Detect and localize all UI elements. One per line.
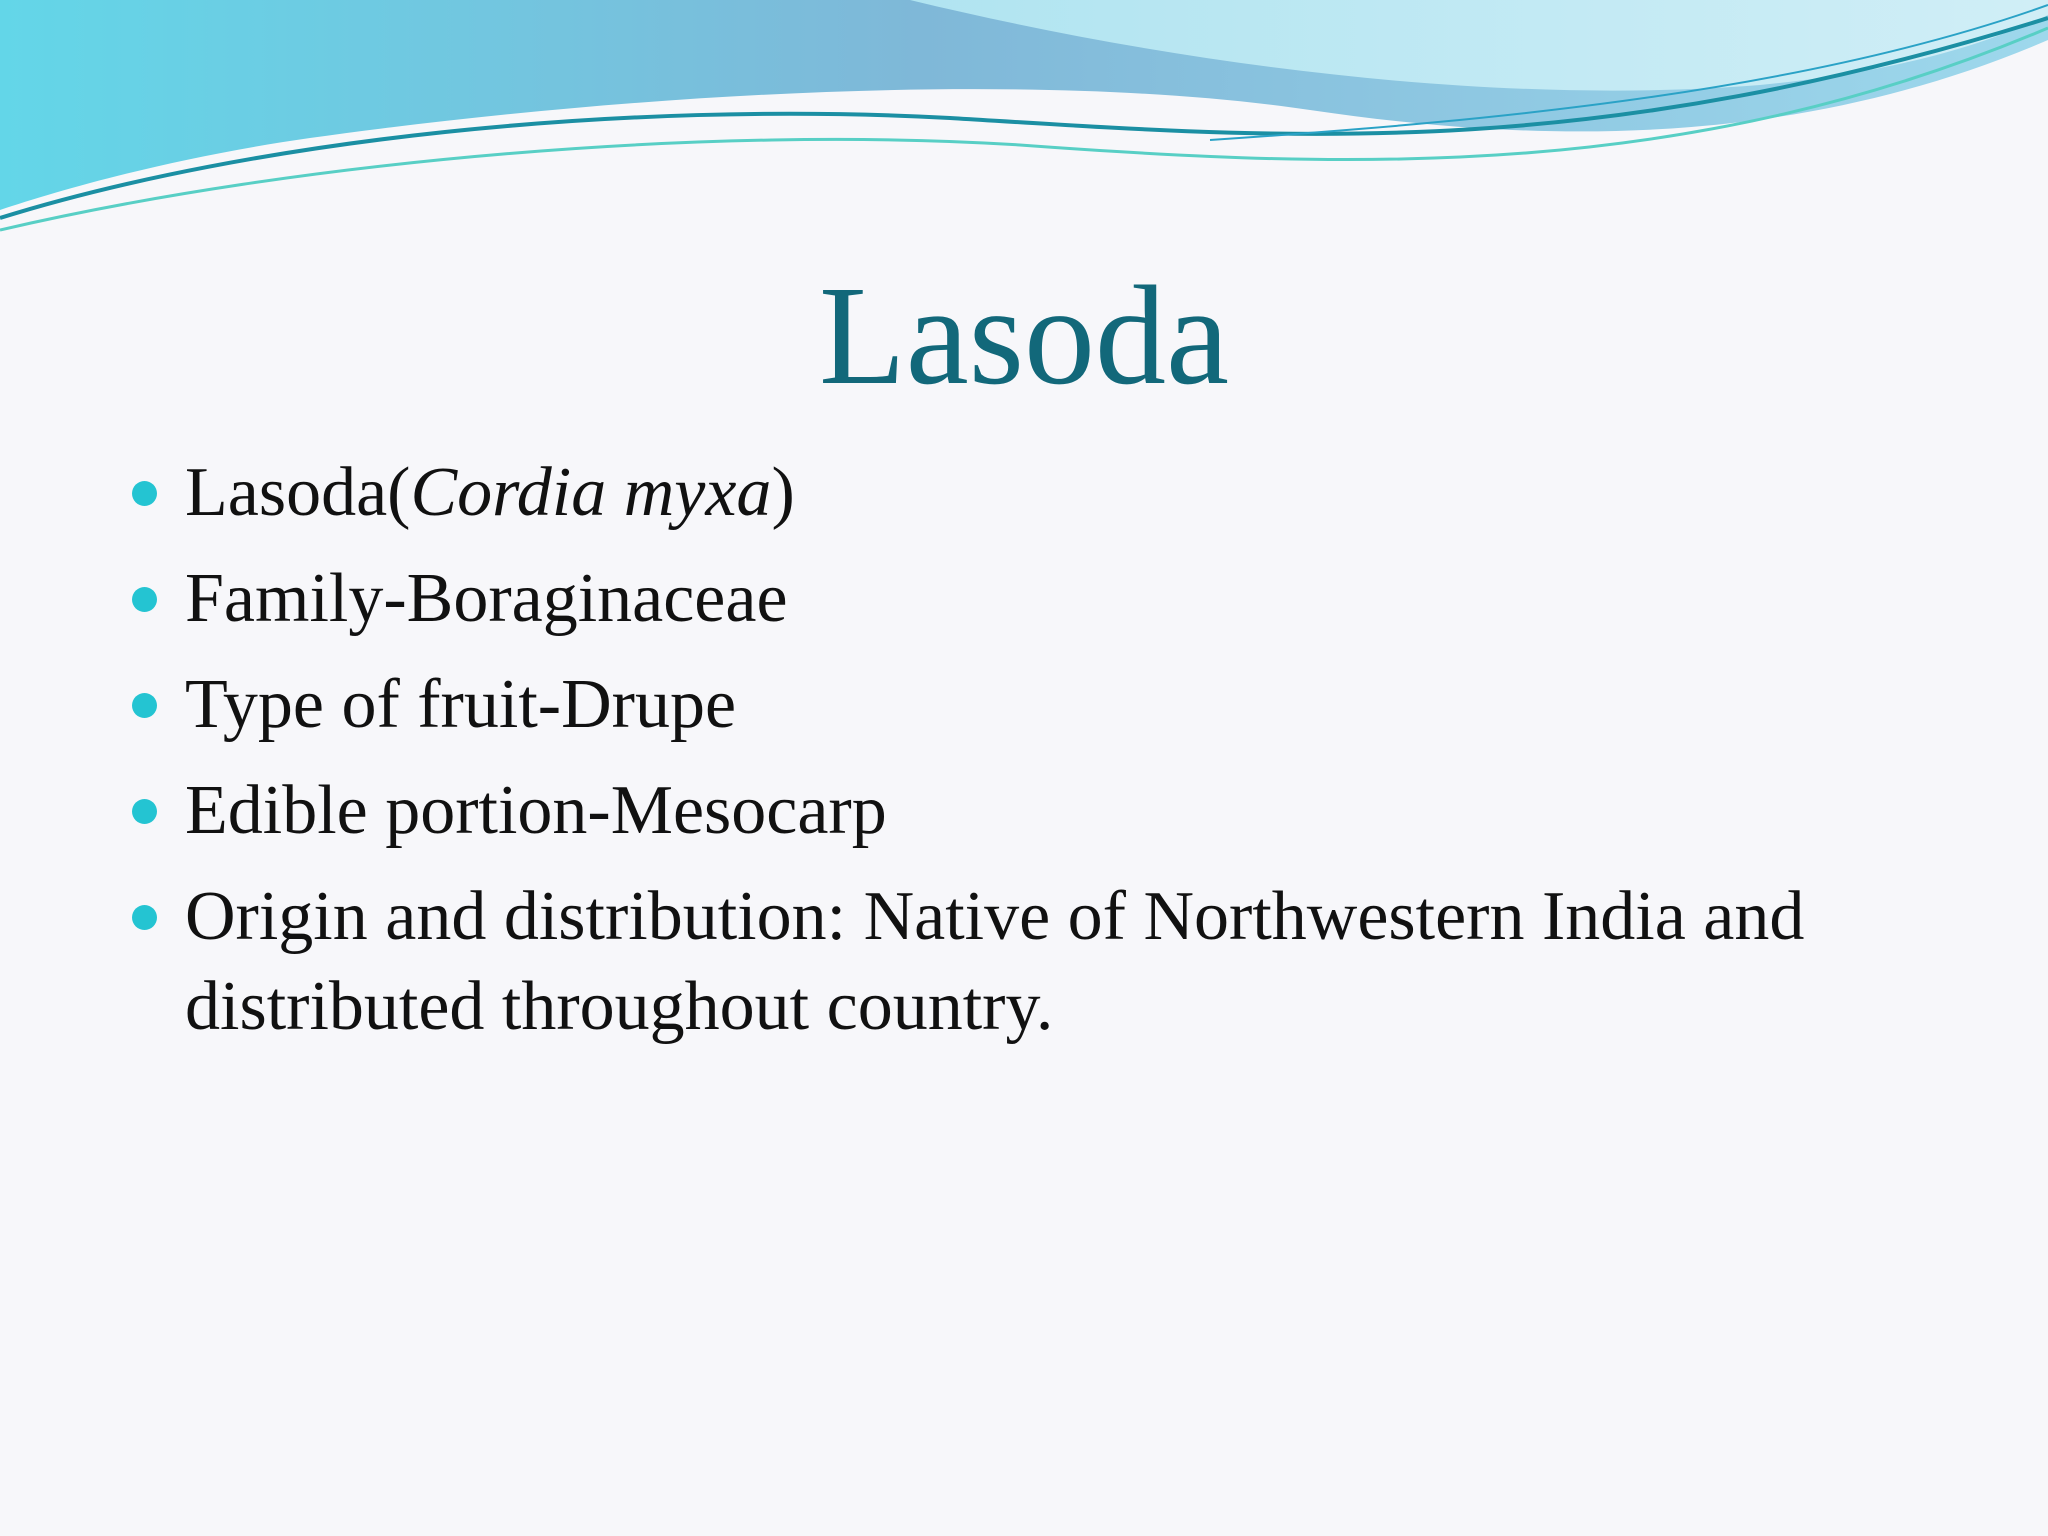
bullet-item-edible-portion xyxy=(130,766,1990,856)
bullet-item-scientific-name xyxy=(130,448,1990,538)
bullet-text: Family-Boraginaceae xyxy=(185,560,788,637)
bullet-dot-icon xyxy=(132,905,157,930)
bullet-dot-icon xyxy=(132,693,157,718)
species-name: Cordia myxa xyxy=(410,454,772,531)
bullet-item-fruit-type xyxy=(130,660,1990,750)
slide-title: Lasoda xyxy=(818,256,1230,414)
bullet-text: Type of fruit-Drupe xyxy=(185,666,737,743)
bullet-dot-icon xyxy=(132,587,157,612)
bullet-text-prefix: Lasoda( xyxy=(185,454,411,531)
bullet-item-origin-distribution xyxy=(130,872,1990,1052)
header-wave-decoration xyxy=(0,0,2048,240)
bullet-text-suffix: ) xyxy=(771,454,795,531)
bullet-text: Origin and distribution: Native of Northwestern India and distributed throughout country. xyxy=(185,878,1805,1045)
bullet-dot-icon xyxy=(132,481,157,506)
bullet-text: Edible portion-Mesocarp xyxy=(185,772,887,849)
bullet-item-family xyxy=(130,554,1990,644)
bullet-list xyxy=(130,448,1990,1068)
bullet-dot-icon xyxy=(132,799,157,824)
